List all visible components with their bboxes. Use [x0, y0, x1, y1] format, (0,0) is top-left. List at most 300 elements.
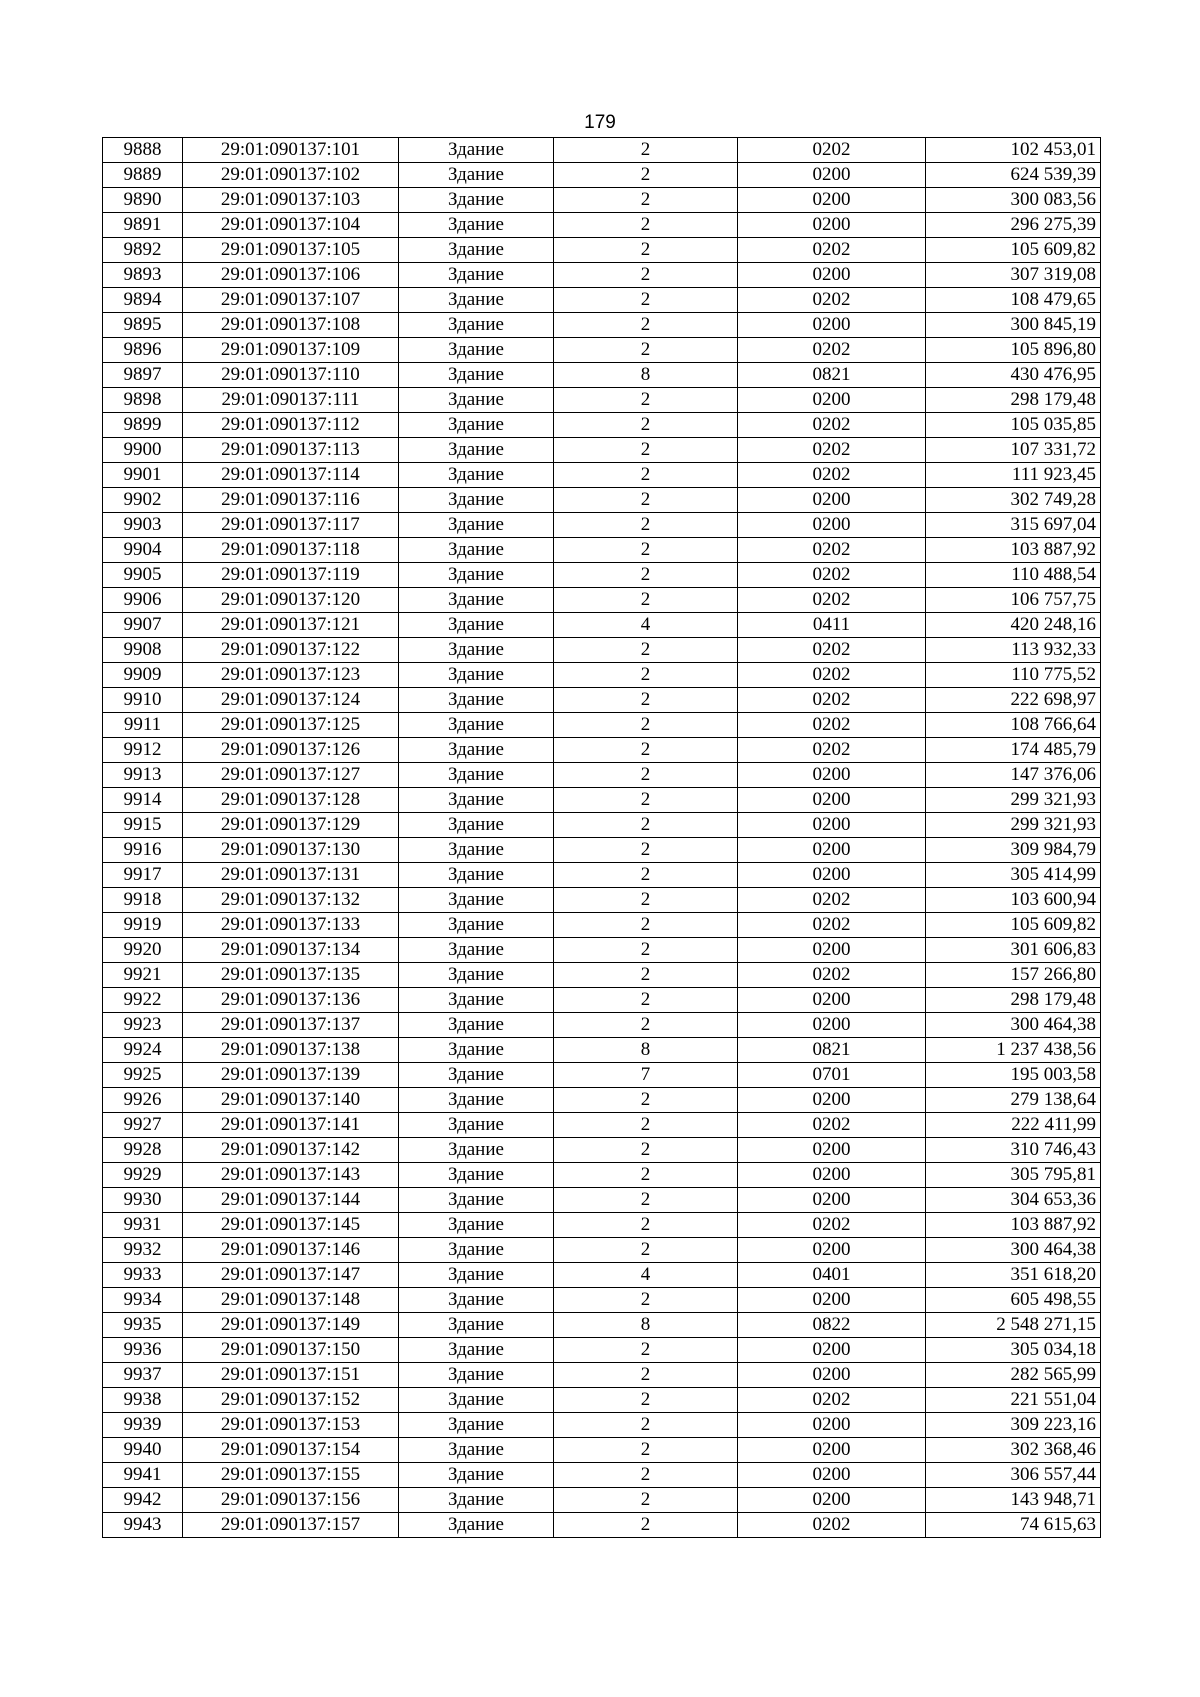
row-number-cell: 9920 [103, 938, 183, 963]
object-type-cell: Здание [399, 1188, 554, 1213]
row-number-cell: 9909 [103, 663, 183, 688]
row-number-cell: 9894 [103, 288, 183, 313]
row-number-cell: 9932 [103, 1238, 183, 1263]
cadastral-value-cell: 624 539,39 [926, 163, 1101, 188]
object-type-cell: Здание [399, 313, 554, 338]
cadastral-number-cell: 29:01:090137:123 [183, 663, 399, 688]
group-cell: 2 [554, 1113, 738, 1138]
row-number-cell: 9904 [103, 538, 183, 563]
cadastral-number-cell: 29:01:090137:132 [183, 888, 399, 913]
group-cell: 2 [554, 963, 738, 988]
table-row [103, 1213, 1101, 1238]
row-number-cell: 9916 [103, 838, 183, 863]
cadastral-value-cell: 298 179,48 [926, 388, 1101, 413]
row-number-cell: 9924 [103, 1038, 183, 1063]
object-type-cell: Здание [399, 563, 554, 588]
object-type-cell: Здание [399, 1438, 554, 1463]
cadastral-number-cell: 29:01:090137:133 [183, 913, 399, 938]
cadastral-value-cell: 304 653,36 [926, 1188, 1101, 1213]
table-row [103, 263, 1101, 288]
code-cell: 0200 [738, 1163, 926, 1188]
group-cell: 2 [554, 813, 738, 838]
code-cell: 0202 [738, 738, 926, 763]
cadastral-number-cell: 29:01:090137:144 [183, 1188, 399, 1213]
cadastral-number-cell: 29:01:090137:154 [183, 1438, 399, 1463]
cadastral-value-cell: 351 618,20 [926, 1263, 1101, 1288]
code-cell: 0202 [738, 413, 926, 438]
table-row [103, 938, 1101, 963]
group-cell: 2 [554, 663, 738, 688]
code-cell: 0200 [738, 1238, 926, 1263]
cadastral-number-cell: 29:01:090137:153 [183, 1413, 399, 1438]
cadastral-value-cell: 302 368,46 [926, 1438, 1101, 1463]
table-row [103, 988, 1101, 1013]
object-type-cell: Здание [399, 863, 554, 888]
table-row [103, 313, 1101, 338]
row-number-cell: 9890 [103, 188, 183, 213]
group-cell: 2 [554, 538, 738, 563]
cadastral-number-cell: 29:01:090137:110 [183, 363, 399, 388]
code-cell: 0200 [738, 313, 926, 338]
row-number-cell: 9941 [103, 1463, 183, 1488]
cadastral-number-cell: 29:01:090137:156 [183, 1488, 399, 1513]
row-number-cell: 9937 [103, 1363, 183, 1388]
table-row [103, 288, 1101, 313]
group-cell: 2 [554, 913, 738, 938]
object-type-cell: Здание [399, 388, 554, 413]
row-number-cell: 9898 [103, 388, 183, 413]
table-row [103, 1363, 1101, 1388]
table-row [103, 663, 1101, 688]
row-number-cell: 9900 [103, 438, 183, 463]
table-row [103, 713, 1101, 738]
code-cell: 0200 [738, 1363, 926, 1388]
object-type-cell: Здание [399, 838, 554, 863]
cadastral-number-cell: 29:01:090137:104 [183, 213, 399, 238]
cadastral-value-cell: 2 548 271,15 [926, 1313, 1101, 1338]
cadastral-value-cell: 74 615,63 [926, 1513, 1101, 1538]
cadastral-value-cell: 300 464,38 [926, 1238, 1101, 1263]
code-cell: 0821 [738, 363, 926, 388]
row-number-cell: 9935 [103, 1313, 183, 1338]
code-cell: 0200 [738, 388, 926, 413]
table-row [103, 788, 1101, 813]
cadastral-value-cell: 106 757,75 [926, 588, 1101, 613]
row-number-cell: 9918 [103, 888, 183, 913]
code-cell: 0202 [738, 663, 926, 688]
row-number-cell: 9895 [103, 313, 183, 338]
row-number-cell: 9912 [103, 738, 183, 763]
cadastral-number-cell: 29:01:090137:135 [183, 963, 399, 988]
group-cell: 2 [554, 763, 738, 788]
row-number-cell: 9905 [103, 563, 183, 588]
group-cell: 2 [554, 313, 738, 338]
group-cell: 2 [554, 463, 738, 488]
object-type-cell: Здание [399, 688, 554, 713]
cadastral-number-cell: 29:01:090137:146 [183, 1238, 399, 1263]
cadastral-number-cell: 29:01:090137:124 [183, 688, 399, 713]
group-cell: 4 [554, 1263, 738, 1288]
row-number-cell: 9925 [103, 1063, 183, 1088]
code-cell: 0821 [738, 1038, 926, 1063]
cadastral-value-cell: 309 223,16 [926, 1413, 1101, 1438]
table-row [103, 863, 1101, 888]
object-type-cell: Здание [399, 213, 554, 238]
object-type-cell: Здание [399, 1488, 554, 1513]
code-cell: 0200 [738, 788, 926, 813]
row-number-cell: 9917 [103, 863, 183, 888]
code-cell: 0202 [738, 913, 926, 938]
group-cell: 2 [554, 338, 738, 363]
cadastral-number-cell: 29:01:090137:129 [183, 813, 399, 838]
cadastral-number-cell: 29:01:090137:155 [183, 1463, 399, 1488]
table-row [103, 363, 1101, 388]
row-number-cell: 9939 [103, 1413, 183, 1438]
table-row [103, 413, 1101, 438]
table-row [103, 1463, 1101, 1488]
table-row [103, 963, 1101, 988]
code-cell: 0701 [738, 1063, 926, 1088]
cadastral-value-cell: 105 896,80 [926, 338, 1101, 363]
cadastral-value-cell: 105 035,85 [926, 413, 1101, 438]
cadastral-number-cell: 29:01:090137:118 [183, 538, 399, 563]
row-number-cell: 9888 [103, 138, 183, 163]
code-cell: 0200 [738, 1013, 926, 1038]
cadastral-value-cell: 103 887,92 [926, 538, 1101, 563]
code-cell: 0200 [738, 1138, 926, 1163]
cadastral-number-cell: 29:01:090137:113 [183, 438, 399, 463]
row-number-cell: 9910 [103, 688, 183, 713]
cadastral-value-cell: 174 485,79 [926, 738, 1101, 763]
table-row [103, 563, 1101, 588]
group-cell: 4 [554, 613, 738, 638]
cadastral-number-cell: 29:01:090137:140 [183, 1088, 399, 1113]
table-row [103, 1313, 1101, 1338]
object-type-cell: Здание [399, 763, 554, 788]
group-cell: 2 [554, 438, 738, 463]
table-row [103, 1038, 1101, 1063]
code-cell: 0200 [738, 863, 926, 888]
cadastral-value-cell: 307 319,08 [926, 263, 1101, 288]
cadastral-value-cell: 305 414,99 [926, 863, 1101, 888]
object-type-cell: Здание [399, 1463, 554, 1488]
code-cell: 0202 [738, 563, 926, 588]
object-type-cell: Здание [399, 513, 554, 538]
object-type-cell: Здание [399, 288, 554, 313]
row-number-cell: 9933 [103, 1263, 183, 1288]
group-cell: 2 [554, 1163, 738, 1188]
object-type-cell: Здание [399, 788, 554, 813]
object-type-cell: Здание [399, 1513, 554, 1538]
row-number-cell: 9934 [103, 1288, 183, 1313]
row-number-cell: 9930 [103, 1188, 183, 1213]
group-cell: 2 [554, 738, 738, 763]
cadastral-number-cell: 29:01:090137:145 [183, 1213, 399, 1238]
group-cell: 2 [554, 638, 738, 663]
object-type-cell: Здание [399, 363, 554, 388]
object-type-cell: Здание [399, 1063, 554, 1088]
cadastral-number-cell: 29:01:090137:138 [183, 1038, 399, 1063]
row-number-cell: 9893 [103, 263, 183, 288]
code-cell: 0200 [738, 813, 926, 838]
object-type-cell: Здание [399, 1088, 554, 1113]
group-cell: 2 [554, 563, 738, 588]
row-number-cell: 9889 [103, 163, 183, 188]
table-row [103, 1513, 1101, 1538]
group-cell: 2 [554, 888, 738, 913]
row-number-cell: 9907 [103, 613, 183, 638]
cadastral-value-cell: 221 551,04 [926, 1388, 1101, 1413]
object-type-cell: Здание [399, 488, 554, 513]
cadastral-number-cell: 29:01:090137:107 [183, 288, 399, 313]
object-type-cell: Здание [399, 813, 554, 838]
object-type-cell: Здание [399, 538, 554, 563]
row-number-cell: 9906 [103, 588, 183, 613]
code-cell: 0200 [738, 1413, 926, 1438]
row-number-cell: 9940 [103, 1438, 183, 1463]
cadastral-value-cell: 222 411,99 [926, 1113, 1101, 1138]
cadastral-value-cell: 299 321,93 [926, 813, 1101, 838]
group-cell: 2 [554, 713, 738, 738]
cadastral-value-cell: 103 600,94 [926, 888, 1101, 913]
cadastral-value-cell: 299 321,93 [926, 788, 1101, 813]
row-number-cell: 9943 [103, 1513, 183, 1538]
row-number-cell: 9897 [103, 363, 183, 388]
cadastral-value-cell: 143 948,71 [926, 1488, 1101, 1513]
code-cell: 0200 [738, 213, 926, 238]
row-number-cell: 9928 [103, 1138, 183, 1163]
cadastral-value-cell: 300 845,19 [926, 313, 1101, 338]
group-cell: 2 [554, 1088, 738, 1113]
group-cell: 2 [554, 1363, 738, 1388]
group-cell: 2 [554, 1513, 738, 1538]
cadastral-value-cell: 279 138,64 [926, 1088, 1101, 1113]
table-row [103, 888, 1101, 913]
cadastral-value-cell: 301 606,83 [926, 938, 1101, 963]
group-cell: 2 [554, 988, 738, 1013]
group-cell: 2 [554, 513, 738, 538]
table-row [103, 1113, 1101, 1138]
object-type-cell: Здание [399, 988, 554, 1013]
group-cell: 2 [554, 863, 738, 888]
group-cell: 2 [554, 688, 738, 713]
cadastral-value-cell: 298 179,48 [926, 988, 1101, 1013]
table-row [103, 538, 1101, 563]
code-cell: 0202 [738, 713, 926, 738]
row-number-cell: 9902 [103, 488, 183, 513]
cadastral-number-cell: 29:01:090137:137 [183, 1013, 399, 1038]
cadastral-value-cell: 315 697,04 [926, 513, 1101, 538]
table-row [103, 1063, 1101, 1088]
cadastral-number-cell: 29:01:090137:114 [183, 463, 399, 488]
object-type-cell: Здание [399, 413, 554, 438]
group-cell: 8 [554, 363, 738, 388]
table-row [103, 1088, 1101, 1113]
table-row [103, 438, 1101, 463]
cadastral-number-cell: 29:01:090137:134 [183, 938, 399, 963]
object-type-cell: Здание [399, 1338, 554, 1363]
cadastral-value-cell: 302 749,28 [926, 488, 1101, 513]
group-cell: 2 [554, 1238, 738, 1263]
object-type-cell: Здание [399, 238, 554, 263]
group-cell: 2 [554, 238, 738, 263]
row-number-cell: 9892 [103, 238, 183, 263]
cadastral-value-cell: 110 488,54 [926, 563, 1101, 588]
cadastral-number-cell: 29:01:090137:102 [183, 163, 399, 188]
group-cell: 8 [554, 1313, 738, 1338]
object-type-cell: Здание [399, 463, 554, 488]
code-cell: 0822 [738, 1313, 926, 1338]
cadastral-number-cell: 29:01:090137:128 [183, 788, 399, 813]
code-cell: 0411 [738, 613, 926, 638]
object-type-cell: Здание [399, 588, 554, 613]
cadastral-number-cell: 29:01:090137:150 [183, 1338, 399, 1363]
table-body [103, 138, 1101, 1538]
row-number-cell: 9931 [103, 1213, 183, 1238]
table-row [103, 588, 1101, 613]
cadastral-value-cell: 111 923,45 [926, 463, 1101, 488]
cadastral-value-cell: 195 003,58 [926, 1063, 1101, 1088]
code-cell: 0202 [738, 288, 926, 313]
group-cell: 2 [554, 788, 738, 813]
cadastral-number-cell: 29:01:090137:112 [183, 413, 399, 438]
row-number-cell: 9891 [103, 213, 183, 238]
table-row [103, 463, 1101, 488]
cadastral-number-cell: 29:01:090137:120 [183, 588, 399, 613]
row-number-cell: 9938 [103, 1388, 183, 1413]
cadastral-value-table [102, 137, 1101, 1538]
cadastral-number-cell: 29:01:090137:126 [183, 738, 399, 763]
cadastral-number-cell: 29:01:090137:152 [183, 1388, 399, 1413]
group-cell: 2 [554, 1388, 738, 1413]
code-cell: 0200 [738, 838, 926, 863]
cadastral-value-cell: 300 083,56 [926, 188, 1101, 213]
table-row [103, 1413, 1101, 1438]
object-type-cell: Здание [399, 1038, 554, 1063]
group-cell: 2 [554, 1213, 738, 1238]
cadastral-number-cell: 29:01:090137:139 [183, 1063, 399, 1088]
row-number-cell: 9903 [103, 513, 183, 538]
code-cell: 0200 [738, 1488, 926, 1513]
row-number-cell: 9908 [103, 638, 183, 663]
group-cell: 2 [554, 1488, 738, 1513]
cadastral-value-cell: 430 476,95 [926, 363, 1101, 388]
group-cell: 2 [554, 188, 738, 213]
table-row [103, 513, 1101, 538]
table-row [103, 838, 1101, 863]
table-row [103, 1288, 1101, 1313]
row-number-cell: 9921 [103, 963, 183, 988]
object-type-cell: Здание [399, 738, 554, 763]
code-cell: 0202 [738, 588, 926, 613]
table-row [103, 763, 1101, 788]
row-number-cell: 9914 [103, 788, 183, 813]
table-row [103, 488, 1101, 513]
cadastral-value-cell: 157 266,80 [926, 963, 1101, 988]
code-cell: 0202 [738, 538, 926, 563]
group-cell: 2 [554, 588, 738, 613]
cadastral-number-cell: 29:01:090137:148 [183, 1288, 399, 1313]
group-cell: 2 [554, 1013, 738, 1038]
table-row [103, 613, 1101, 638]
object-type-cell: Здание [399, 1013, 554, 1038]
cadastral-number-cell: 29:01:090137:136 [183, 988, 399, 1013]
cadastral-number-cell: 29:01:090137:111 [183, 388, 399, 413]
object-type-cell: Здание [399, 638, 554, 663]
cadastral-number-cell: 29:01:090137:109 [183, 338, 399, 363]
code-cell: 0202 [738, 138, 926, 163]
code-cell: 0200 [738, 163, 926, 188]
cadastral-number-cell: 29:01:090137:121 [183, 613, 399, 638]
group-cell: 2 [554, 1188, 738, 1213]
cadastral-value-cell: 108 479,65 [926, 288, 1101, 313]
table-row [103, 1438, 1101, 1463]
table-row [103, 238, 1101, 263]
group-cell: 2 [554, 413, 738, 438]
code-cell: 0200 [738, 263, 926, 288]
cadastral-number-cell: 29:01:090137:103 [183, 188, 399, 213]
object-type-cell: Здание [399, 1213, 554, 1238]
cadastral-value-cell: 147 376,06 [926, 763, 1101, 788]
object-type-cell: Здание [399, 1363, 554, 1388]
table-row [103, 1238, 1101, 1263]
group-cell: 2 [554, 488, 738, 513]
cadastral-number-cell: 29:01:090137:141 [183, 1113, 399, 1138]
cadastral-value-cell: 309 984,79 [926, 838, 1101, 863]
cadastral-value-cell: 1 237 438,56 [926, 1038, 1101, 1063]
code-cell: 0200 [738, 1438, 926, 1463]
object-type-cell: Здание [399, 263, 554, 288]
group-cell: 2 [554, 288, 738, 313]
table-row [103, 1138, 1101, 1163]
row-number-cell: 9901 [103, 463, 183, 488]
code-cell: 0200 [738, 488, 926, 513]
table-row [103, 638, 1101, 663]
row-number-cell: 9913 [103, 763, 183, 788]
table-row [103, 813, 1101, 838]
object-type-cell: Здание [399, 438, 554, 463]
cadastral-number-cell: 29:01:090137:130 [183, 838, 399, 863]
cadastral-number-cell: 29:01:090137:116 [183, 488, 399, 513]
object-type-cell: Здание [399, 913, 554, 938]
group-cell: 2 [554, 1338, 738, 1363]
object-type-cell: Здание [399, 713, 554, 738]
code-cell: 0202 [738, 1513, 926, 1538]
cadastral-number-cell: 29:01:090137:142 [183, 1138, 399, 1163]
object-type-cell: Здание [399, 938, 554, 963]
cadastral-value-cell: 222 698,97 [926, 688, 1101, 713]
table-row [103, 138, 1101, 163]
cadastral-number-cell: 29:01:090137:119 [183, 563, 399, 588]
group-cell: 7 [554, 1063, 738, 1088]
cadastral-number-cell: 29:01:090137:157 [183, 1513, 399, 1538]
table-row [103, 163, 1101, 188]
cadastral-number-cell: 29:01:090137:108 [183, 313, 399, 338]
code-cell: 0200 [738, 763, 926, 788]
code-cell: 0202 [738, 638, 926, 663]
object-type-cell: Здание [399, 1113, 554, 1138]
object-type-cell: Здание [399, 188, 554, 213]
cadastral-number-cell: 29:01:090137:117 [183, 513, 399, 538]
group-cell: 2 [554, 838, 738, 863]
code-cell: 0200 [738, 1338, 926, 1363]
cadastral-value-cell: 305 034,18 [926, 1338, 1101, 1363]
cadastral-value-cell: 103 887,92 [926, 1213, 1101, 1238]
table-row [103, 1188, 1101, 1213]
cadastral-number-cell: 29:01:090137:149 [183, 1313, 399, 1338]
code-cell: 0200 [738, 938, 926, 963]
group-cell: 2 [554, 163, 738, 188]
